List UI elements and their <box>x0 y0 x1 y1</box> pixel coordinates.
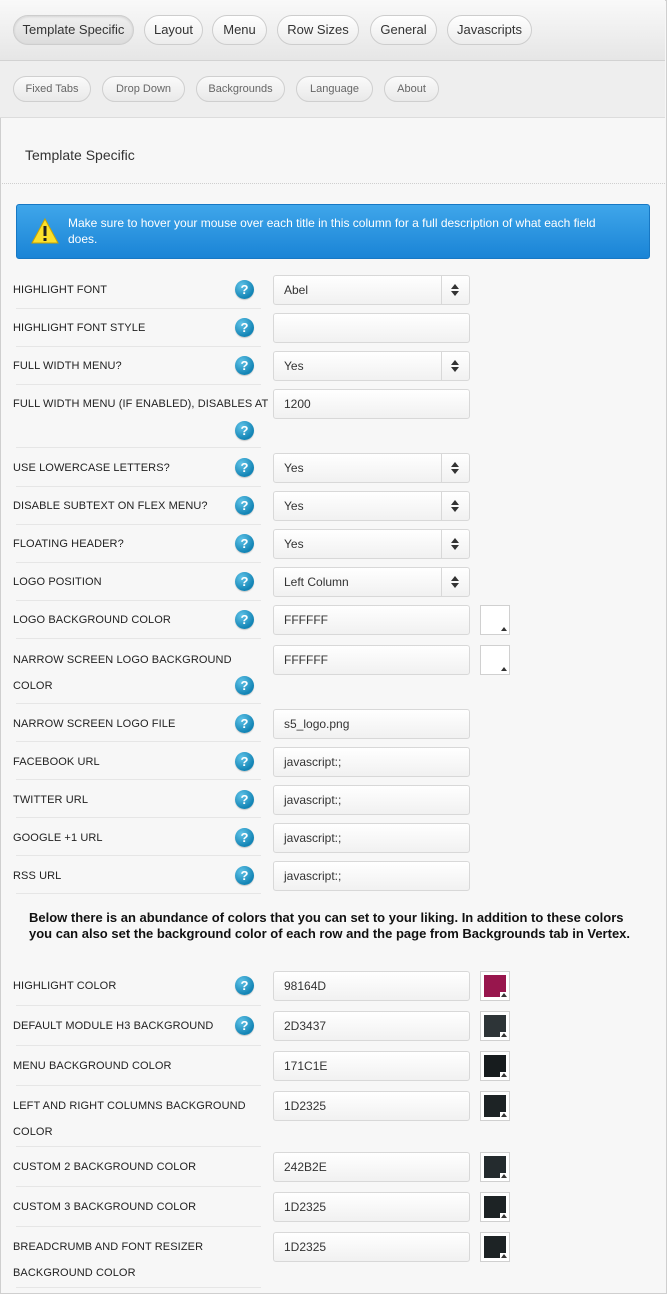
google-plus-url-input[interactable] <box>273 823 470 853</box>
main-tab-bar <box>0 0 665 61</box>
help-icon[interactable]: ? <box>235 280 254 299</box>
tab-template-specific[interactable]: Template Specific <box>13 15 134 45</box>
input-value: FFFFFF <box>284 613 328 627</box>
twitter-url-input[interactable] <box>273 785 470 815</box>
narrow-logo-bg-color-input[interactable] <box>273 645 470 675</box>
field-label: DISABLE SUBTEXT ON FLEX MENU? <box>13 500 208 512</box>
input-value: 1D2325 <box>284 1240 327 1254</box>
section-title: Template Specific <box>25 147 135 163</box>
floating-header-select[interactable] <box>273 529 470 559</box>
help-icon[interactable]: ? <box>235 752 254 771</box>
input-value: 242B2E <box>284 1160 327 1174</box>
full-width-menu-select[interactable] <box>273 351 470 381</box>
select-value: Yes <box>284 461 304 475</box>
help-icon[interactable]: ? <box>235 458 254 477</box>
input-value: javascript:; <box>284 869 342 883</box>
field-label: TWITTER URL <box>13 794 89 806</box>
swatch-arrow-icon <box>500 666 507 672</box>
color-swatch[interactable] <box>480 1232 510 1262</box>
field-label: RSS URL <box>13 870 62 882</box>
input-value: javascript:; <box>284 755 342 769</box>
field-label: USE LOWERCASE LETTERS? <box>13 462 170 474</box>
tab-backgrounds[interactable]: Backgrounds <box>196 76 285 102</box>
swatch-arrow-icon <box>500 1032 507 1038</box>
tab-javascripts[interactable]: Javascripts <box>447 15 532 45</box>
field-label: LOGO POSITION <box>13 576 102 588</box>
field-label: BACKGROUND COLOR <box>13 1267 136 1279</box>
colors-intro-text: Below there is an abundance of colors that you can set to your liking. In addition to these colors you can also set the background color of each row and the page from Backgrounds tab in Vertex. <box>29 910 631 941</box>
swatch-arrow-icon <box>500 1112 507 1118</box>
tab-fixed-tabs[interactable]: Fixed Tabs <box>13 76 91 102</box>
section-divider <box>0 183 665 184</box>
lowercase-letters-select[interactable] <box>273 453 470 483</box>
tab-row-sizes[interactable]: Row Sizes <box>277 15 359 45</box>
field-label: MENU BACKGROUND COLOR <box>13 1060 172 1072</box>
select-arrows-icon <box>441 530 469 558</box>
field-label: NARROW SCREEN LOGO BACKGROUND <box>13 654 232 666</box>
custom2-bg-color-input[interactable] <box>273 1152 470 1182</box>
input-value: FFFFFF <box>284 653 328 667</box>
tab-about[interactable]: About <box>384 76 439 102</box>
select-arrows-icon <box>441 276 469 304</box>
logo-position-select[interactable] <box>273 567 470 597</box>
breadcrumb-bg-color-input[interactable] <box>273 1232 470 1262</box>
field-label: HIGHLIGHT FONT <box>13 284 108 296</box>
facebook-url-input[interactable] <box>273 747 470 777</box>
swatch-arrow-icon <box>500 1072 507 1078</box>
field-label: LEFT AND RIGHT COLUMNS BACKGROUND <box>13 1100 246 1112</box>
tab-drop-down[interactable]: Drop Down <box>102 76 185 102</box>
select-value: Abel <box>284 283 309 297</box>
field-label: DEFAULT MODULE H3 BACKGROUND <box>13 1020 214 1032</box>
field-label: FULL WIDTH MENU (IF ENABLED), DISABLES AT <box>13 398 269 410</box>
field-label: NARROW SCREEN LOGO FILE <box>13 718 176 730</box>
input-value: 1200 <box>284 397 311 411</box>
select-arrows-icon <box>441 454 469 482</box>
help-icon[interactable]: ? <box>235 356 254 375</box>
select-value: Yes <box>284 499 304 513</box>
tab-general[interactable]: General <box>370 15 437 45</box>
sub-tab-bar <box>0 61 665 118</box>
color-swatch[interactable] <box>480 1152 510 1182</box>
color-swatch[interactable] <box>480 1011 510 1041</box>
help-icon[interactable]: ? <box>235 866 254 885</box>
field-label: COLOR <box>13 680 53 692</box>
select-arrows-icon <box>441 492 469 520</box>
input-value: 1D2325 <box>284 1099 327 1113</box>
tab-layout[interactable]: Layout <box>144 15 203 45</box>
help-icon[interactable]: ? <box>235 790 254 809</box>
color-swatch[interactable] <box>480 1051 510 1081</box>
select-value: Yes <box>284 537 304 551</box>
help-icon[interactable]: ? <box>235 976 254 995</box>
field-label: BREADCRUMB AND FONT RESIZER <box>13 1241 204 1253</box>
help-icon[interactable]: ? <box>235 572 254 591</box>
highlight-font-select[interactable] <box>273 275 470 305</box>
logo-bg-color-input[interactable] <box>273 605 470 635</box>
help-icon[interactable]: ? <box>235 828 254 847</box>
field-label: COLOR <box>13 1126 53 1138</box>
tab-menu[interactable]: Menu <box>212 15 267 45</box>
custom3-bg-color-input[interactable] <box>273 1192 470 1222</box>
color-swatch[interactable] <box>480 605 510 635</box>
field-label: LOGO BACKGROUND COLOR <box>13 614 171 626</box>
select-value: Left Column <box>284 575 349 589</box>
swatch-arrow-icon <box>500 992 507 998</box>
field-label: FACEBOOK URL <box>13 756 100 768</box>
help-icon[interactable]: ? <box>235 421 254 440</box>
help-icon[interactable]: ? <box>235 714 254 733</box>
swatch-arrow-icon <box>500 1173 507 1179</box>
color-swatch[interactable] <box>480 645 510 675</box>
field-label: HIGHLIGHT FONT STYLE <box>13 322 146 334</box>
swatch-arrow-icon <box>500 626 507 632</box>
input-value: 2D3437 <box>284 1019 327 1033</box>
field-label: HIGHLIGHT COLOR <box>13 980 117 992</box>
disable-subtext-select[interactable] <box>273 491 470 521</box>
color-swatch[interactable] <box>480 1192 510 1222</box>
input-value: 171C1E <box>284 1059 328 1073</box>
narrow-logo-file-input[interactable] <box>273 709 470 739</box>
input-value: 1D2325 <box>284 1200 327 1214</box>
info-notice <box>16 204 650 259</box>
input-value: javascript:; <box>284 831 342 845</box>
input-value: s5_logo.png <box>284 717 350 731</box>
swatch-arrow-icon <box>500 1253 507 1259</box>
field-label: CUSTOM 3 BACKGROUND COLOR <box>13 1201 197 1213</box>
select-arrows-icon <box>441 568 469 596</box>
module-h3-bg-input[interactable] <box>273 1011 470 1041</box>
help-icon[interactable]: ? <box>235 534 254 553</box>
select-arrows-icon <box>441 352 469 380</box>
highlight-font-style-input[interactable] <box>273 313 470 343</box>
warning-icon <box>31 218 59 244</box>
field-label: FULL WIDTH MENU? <box>13 360 122 372</box>
columns-bg-color-input[interactable] <box>273 1091 470 1121</box>
notice-text: Make sure to hover your mouse over each title in this column for a full description of what each field does. <box>68 216 596 246</box>
swatch-arrow-icon <box>500 1213 507 1219</box>
field-label: GOOGLE +1 URL <box>13 832 103 844</box>
field-label: CUSTOM 2 BACKGROUND COLOR <box>13 1161 197 1173</box>
input-value: 98164D <box>284 979 327 993</box>
color-swatch[interactable] <box>480 1091 510 1121</box>
full-width-disables-at-input[interactable] <box>273 389 470 419</box>
menu-bg-color-input[interactable] <box>273 1051 470 1081</box>
help-icon[interactable]: ? <box>235 1016 254 1035</box>
rss-url-input[interactable] <box>273 861 470 891</box>
help-icon[interactable]: ? <box>235 610 254 629</box>
help-icon[interactable]: ? <box>235 318 254 337</box>
color-swatch[interactable] <box>480 971 510 1001</box>
field-label: FLOATING HEADER? <box>13 538 124 550</box>
help-icon[interactable]: ? <box>235 496 254 515</box>
input-value: javascript:; <box>284 793 342 807</box>
help-icon[interactable]: ? <box>235 676 254 695</box>
tab-language[interactable]: Language <box>296 76 373 102</box>
select-value: Yes <box>284 359 304 373</box>
highlight-color-input[interactable] <box>273 971 470 1001</box>
